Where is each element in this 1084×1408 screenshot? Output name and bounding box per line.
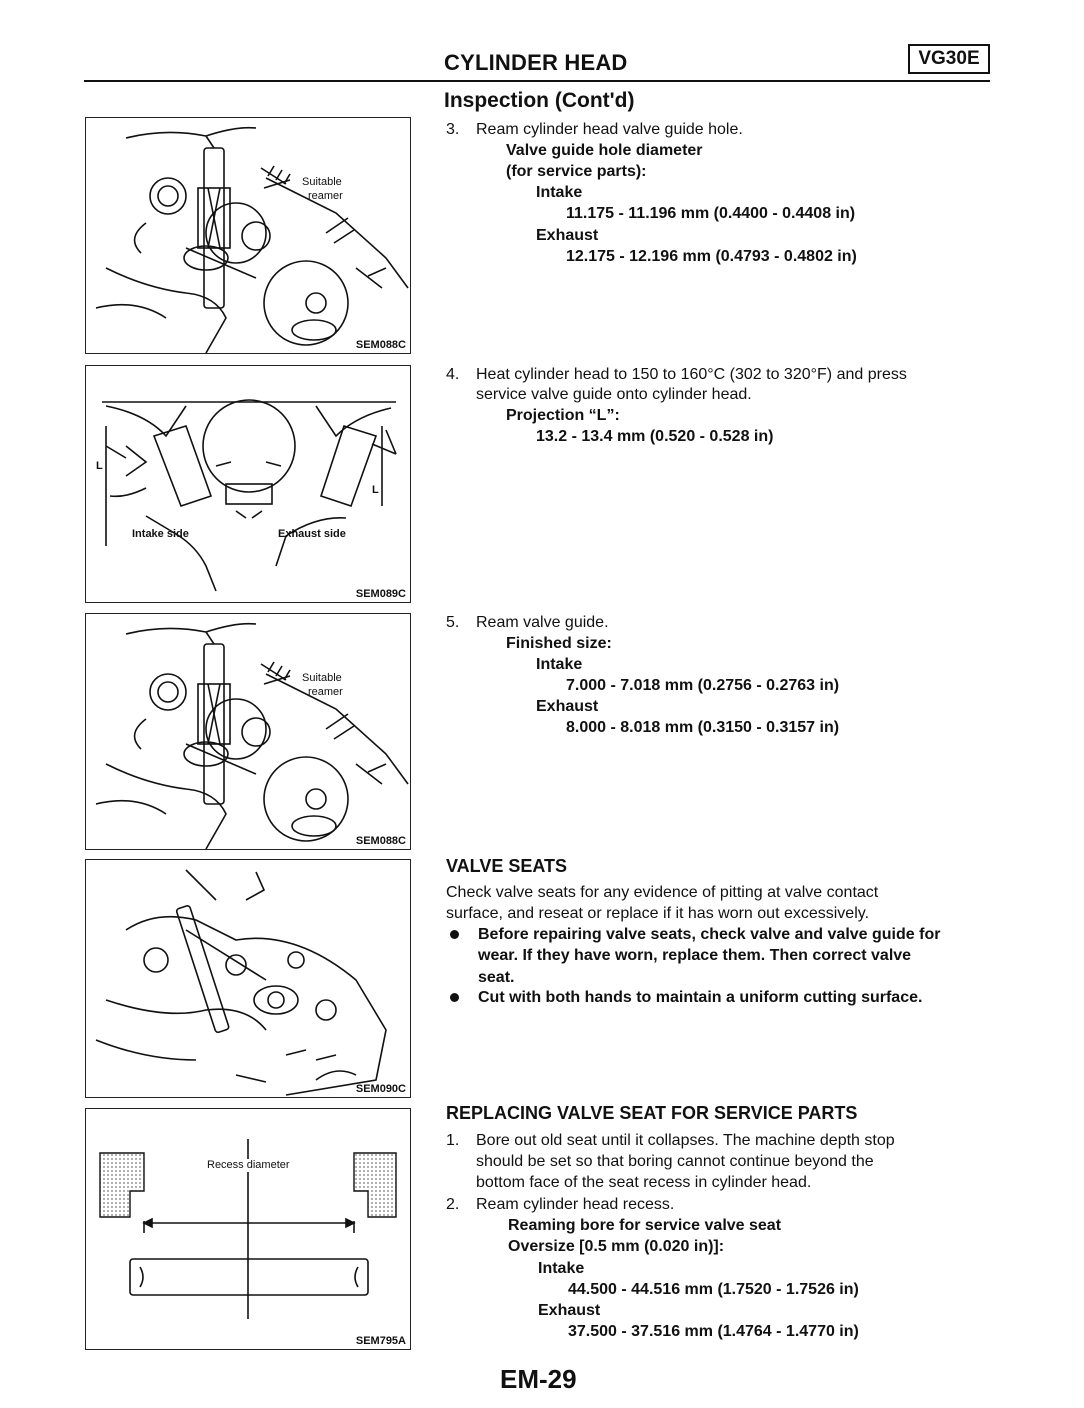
step3-exhaust-value: 12.175 - 12.196 mm (0.4793 - 0.4802 in) — [566, 248, 857, 265]
page-number: EM-29 — [500, 1364, 577, 1394]
valve-seats-body-1: Check valve seats for any evidence of pitting at valve contact — [446, 884, 879, 901]
seat-cutting-illustration — [86, 860, 410, 1097]
step4-text-2: service valve guide onto cylinder head. — [476, 386, 752, 403]
figure2-label-l-left: L — [96, 460, 103, 472]
figure2-label-exhaust-side: Exhaust side — [278, 528, 346, 540]
replacing-exhaust-value: 37.500 - 37.516 mm (1.4764 - 1.4770 in) — [568, 1323, 859, 1340]
replacing-step1-line1: Bore out old seat until it collapses. The machine depth stop — [476, 1132, 895, 1149]
step3-exhaust-label: Exhaust — [536, 227, 599, 244]
reamer-illustration-2 — [86, 614, 410, 849]
figure3-label-reamer: reamer — [308, 686, 343, 698]
step3-text: Ream cylinder head valve guide hole. — [476, 121, 743, 138]
figure-reamer-valve-guide — [85, 613, 411, 850]
figure5-code: SEM795A — [355, 1335, 406, 1347]
replacing-intake-value: 44.500 - 44.516 mm (1.7520 - 1.7526 in) — [568, 1281, 859, 1298]
step5-number: 5. — [446, 614, 460, 631]
figure3-label-suitable: Suitable — [302, 672, 342, 684]
replacing-step1-number: 1. — [446, 1132, 460, 1149]
replacing-spec-title-2: Oversize [0.5 mm (0.020 in)]: — [508, 1238, 725, 1255]
recess-diagram — [86, 1109, 410, 1349]
step5-text: Ream valve guide. — [476, 614, 609, 631]
bullet-icon — [450, 930, 459, 939]
figure-valve-seat-cutting — [85, 859, 411, 1098]
valve-seats-bullet1-line3: seat. — [478, 969, 515, 986]
figure2-code: SEM089C — [355, 588, 406, 600]
replacing-step2-number: 2. — [446, 1196, 460, 1213]
projection-illustration — [86, 366, 410, 602]
section-title: Inspection (Cont'd) — [444, 89, 635, 112]
step3-intake-label: Intake — [536, 184, 583, 201]
step3-number: 3. — [446, 121, 460, 138]
replacing-spec-title-1: Reaming bore for service valve seat — [508, 1217, 782, 1234]
bullet-icon — [450, 993, 459, 1002]
valve-seats-bullet1-line1: Before repairing valve seats, check valve and valve guide for — [478, 926, 941, 943]
header-rule — [84, 80, 990, 82]
figure4-code: SEM090C — [355, 1083, 406, 1095]
figure-projection-l — [85, 365, 411, 603]
step5-exhaust-label: Exhaust — [536, 698, 599, 715]
replacing-step1-line3: bottom face of the seat recess in cylinder head. — [476, 1174, 812, 1191]
figure5-label-recess-diameter: Recess diameter — [207, 1159, 290, 1171]
valve-seats-body-2: surface, and reseat or replace if it has worn out excessively. — [446, 905, 870, 922]
valve-seats-bullet1-line2: wear. If they have worn, replace them. Then correct valve — [478, 947, 912, 964]
step3-spec-title-1: Valve guide hole diameter — [506, 142, 703, 159]
step4-value: 13.2 - 13.4 mm (0.520 - 0.528 in) — [536, 428, 774, 445]
page-header-title: CYLINDER HEAD — [444, 50, 628, 75]
step4-text-1: Heat cylinder head to 150 to 160°C (302 to 320°F) and press — [476, 366, 907, 383]
step5-spec-title: Finished size: — [506, 635, 612, 652]
figure3-code: SEM088C — [355, 835, 406, 847]
figure-reamer-guide-hole — [85, 117, 411, 354]
replacing-intake-label: Intake — [538, 1260, 585, 1277]
step5-intake-value: 7.000 - 7.018 mm (0.2756 - 0.2763 in) — [566, 677, 840, 694]
replacing-exhaust-label: Exhaust — [538, 1302, 601, 1319]
valve-seats-bullet2: Cut with both hands to maintain a uniform cutting surface. — [478, 989, 923, 1006]
step5-exhaust-value: 8.000 - 8.018 mm (0.3150 - 0.3157 in) — [566, 719, 840, 736]
step4-spec-title: Projection “L”: — [506, 407, 620, 424]
figure-recess-diameter — [85, 1108, 411, 1350]
replacing-step2-text: Ream cylinder head recess. — [476, 1196, 675, 1213]
reamer-illustration — [86, 118, 410, 353]
figure2-label-intake-side: Intake side — [132, 528, 189, 540]
figure1-label-reamer: reamer — [308, 190, 343, 202]
step3-intake-value: 11.175 - 11.196 mm (0.4400 - 0.4408 in) — [566, 205, 856, 222]
model-tag: VG30E — [908, 44, 990, 74]
valve-seats-heading: VALVE SEATS — [446, 856, 568, 876]
step5-intake-label: Intake — [536, 656, 583, 673]
replacing-heading: REPLACING VALVE SEAT FOR SERVICE PARTS — [446, 1103, 858, 1123]
step4-number: 4. — [446, 366, 460, 383]
figure1-code: SEM088C — [355, 339, 406, 351]
figure2-label-l-right: L — [372, 484, 379, 496]
step3-spec-title-2: (for service parts): — [506, 163, 647, 180]
figure1-label-suitable: Suitable — [302, 176, 342, 188]
replacing-step1-line2: should be set so that boring cannot continue beyond the — [476, 1153, 874, 1170]
